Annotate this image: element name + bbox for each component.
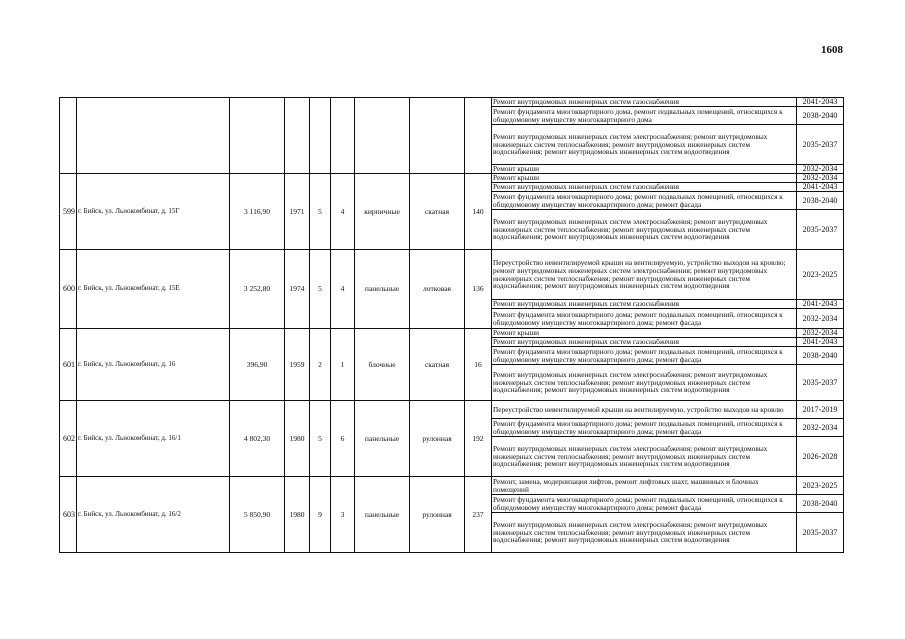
table-row — [60, 477, 844, 495]
cell-walls: кирпичные — [355, 174, 410, 250]
cell-work-years: 2038-2040 — [797, 107, 844, 125]
cell-entrances: 4 — [331, 174, 355, 250]
cell-walls: панельные — [355, 401, 410, 477]
table-row — [60, 401, 844, 419]
repair-schedule-table — [59, 97, 844, 553]
cell-num: 600 — [60, 250, 77, 329]
cell-walls: блочные — [355, 329, 410, 401]
cell-work-description: Ремонт крыши — [492, 165, 797, 174]
cell-work-description: Ремонт внутридомовых инженерных систем электроснабжения; ремонт внутридомовых инженерных систем теплоснабжения; ремонт внутридомовых инженерных систем водоснабжения; ремонт внутридомовых инженерных систем водоотведения — [492, 210, 797, 250]
cell-residents: 16 — [465, 329, 492, 401]
cell-walls — [355, 98, 410, 174]
cell-entrances: 3 — [331, 477, 355, 553]
cell-work-description: Ремонт внутридомовых инженерных систем электроснабжения; ремонт внутридомовых инженерных систем теплоснабжения; ремонт внутридомовых инженерных систем водоснабжения; ремонт внутридомовых инженерных систем водоотведения — [492, 437, 797, 477]
cell-address: г. Бийск, ул. Льнокомбинат, д. 15Е — [77, 250, 230, 329]
cell-work-years: 2023-2025 — [797, 250, 844, 300]
cell-work-description: Ремонт крыши — [492, 329, 797, 338]
cell-work-description: Ремонт внутридомовых инженерных систем электроснабжения; ремонт внутридомовых инженерных систем теплоснабжения; ремонт внутридомовых инженерных систем водоснабжения; ремонт внутридомовых инженерных систем водоотведения — [492, 365, 797, 401]
cell-roof: рулонная — [410, 477, 465, 553]
cell-work-years: 2023-2025 — [797, 477, 844, 495]
cell-work-years: 2035-2037 — [797, 365, 844, 401]
cell-address — [77, 98, 230, 174]
cell-address: г. Бийск, ул. Льнокомбинат, д. 16 — [77, 329, 230, 401]
cell-work-years: 2041-2043 — [797, 300, 844, 309]
cell-roof — [410, 98, 465, 174]
cell-year — [285, 98, 310, 174]
cell-work-description: Переустройство невентилируемой крыши на вентилируемую, устройство выходов на кровлю; ремонт внутридомовых инженерных систем электроснабжения; ремонт внутридомовых инженерных систем теплоснабжения; ремонт внутридомовых инженерных систем водоснабжения; ремонт внутридомовых инженерных систем водоотведения — [492, 250, 797, 300]
cell-residents: 136 — [465, 250, 492, 329]
cell-residents: 237 — [465, 477, 492, 553]
cell-roof: скатная — [410, 174, 465, 250]
cell-work-years: 2032-2034 — [797, 329, 844, 338]
cell-work-description: Ремонт фундамента многоквартирного дома; ремонт подвальных помещений, относящихся к общедомовому имуществу многоквартирного дома; ремонт фасада — [492, 347, 797, 365]
cell-year: 1974 — [285, 250, 310, 329]
cell-work-description: Ремонт внутридомовых инженерных систем газоснабжения — [492, 300, 797, 309]
cell-work-years: 2041-2043 — [797, 98, 844, 107]
cell-roof: рулонная — [410, 401, 465, 477]
cell-work-years: 2032-2034 — [797, 309, 844, 329]
cell-year: 1971 — [285, 174, 310, 250]
cell-year: 1980 — [285, 477, 310, 553]
cell-floors: 5 — [310, 401, 331, 477]
cell-work-years: 2038-2040 — [797, 347, 844, 365]
cell-work-description: Ремонт фундамента многоквартирного дома; ремонт подвальных помещений, относящихся к общедомовому имуществу многоквартирного дома; ремонт фасада — [492, 419, 797, 437]
cell-work-years: 2041-2043 — [797, 183, 844, 192]
cell-address: г. Бийск, ул. Льнокомбинат, д. 16/2 — [77, 477, 230, 553]
cell-walls: панельные — [355, 477, 410, 553]
cell-floors — [310, 98, 331, 174]
cell-year: 1959 — [285, 329, 310, 401]
cell-area: 4 802,30 — [230, 401, 285, 477]
cell-work-description: Ремонт фундамента многоквартирного дома, ремонт подвальных помещений, относящихся к общедомовому имуществу многоквартирного дома — [492, 107, 797, 125]
cell-floors: 9 — [310, 477, 331, 553]
cell-area: 3 116,90 — [230, 174, 285, 250]
cell-entrances: 1 — [331, 329, 355, 401]
cell-address: г. Бийск, ул. Льнокомбинат, д. 15Г — [77, 174, 230, 250]
cell-work-years: 2026-2028 — [797, 437, 844, 477]
cell-work-years: 2032-2034 — [797, 165, 844, 174]
cell-work-description: Ремонт внутридомовых инженерных систем газоснабжения — [492, 98, 797, 107]
cell-floors: 2 — [310, 329, 331, 401]
cell-residents: 192 — [465, 401, 492, 477]
cell-year: 1980 — [285, 401, 310, 477]
cell-work-years: 2017-2019 — [797, 401, 844, 419]
table-row — [60, 250, 844, 300]
cell-num: 603 — [60, 477, 77, 553]
cell-num — [60, 98, 77, 174]
cell-work-description: Ремонт внутридомовых инженерных систем газоснабжения — [492, 183, 797, 192]
cell-work-years: 2035-2037 — [797, 513, 844, 553]
cell-work-description: Ремонт фундамента многоквартирного дома; ремонт подвальных помещений, относящихся к общедомовому имуществу многоквартирного дома; ремонт фасада — [492, 495, 797, 513]
cell-roof: скатная — [410, 329, 465, 401]
cell-work-years: 2038-2040 — [797, 192, 844, 210]
cell-entrances: 6 — [331, 401, 355, 477]
cell-work-years: 2038-2040 — [797, 495, 844, 513]
cell-residents: 140 — [465, 174, 492, 250]
cell-address: г. Бийск, ул. Льнокомбинат, д. 16/1 — [77, 401, 230, 477]
cell-walls: панельные — [355, 250, 410, 329]
cell-floors: 5 — [310, 250, 331, 329]
cell-work-description: Ремонт внутридомовых инженерных систем электроснабжения; ремонт внутридомовых инженерных систем теплоснабжения; ремонт внутридомовых инженерных систем водоснабжения; ремонт внутридомовых инженерных систем водоотведения — [492, 125, 797, 165]
cell-work-description: Ремонт фундамента многоквартирного дома; ремонт подвальных помещений, относящихся к общедомовому имуществу многоквартирного дома; ремонт фасада — [492, 192, 797, 210]
cell-work-description: Переустройство невентилируемой крыши на вентилируемую, устройство выходов на кровлю — [492, 401, 797, 419]
cell-area — [230, 98, 285, 174]
cell-residents — [465, 98, 492, 174]
cell-work-description: Ремонт внутридомовых инженерных систем газоснабжения — [492, 338, 797, 347]
cell-work-description: Ремонт крыши — [492, 174, 797, 183]
cell-num: 602 — [60, 401, 77, 477]
table-body — [60, 98, 844, 553]
cell-work-years: 2035-2037 — [797, 125, 844, 165]
page-number: 1608 — [821, 44, 843, 56]
table-row — [60, 174, 844, 183]
cell-entrances: 4 — [331, 250, 355, 329]
cell-work-years: 2032-2034 — [797, 174, 844, 183]
table-row — [60, 329, 844, 338]
cell-num: 601 — [60, 329, 77, 401]
cell-work-description: Ремонт, замена, модернизация лифтов, ремонт лифтовых шахт, машинных и блочных помещений — [492, 477, 797, 495]
table-row — [60, 98, 844, 107]
cell-entrances — [331, 98, 355, 174]
cell-floors: 5 — [310, 174, 331, 250]
cell-work-description: Ремонт внутридомовых инженерных систем электроснабжения; ремонт внутридомовых инженерных систем теплоснабжения; ремонт внутридомовых инженерных систем водоснабжения; ремонт внутридомовых инженерных систем водоотведения — [492, 513, 797, 553]
cell-num: 599 — [60, 174, 77, 250]
cell-work-years: 2032-2034 — [797, 419, 844, 437]
cell-area: 5 850,90 — [230, 477, 285, 553]
cell-area: 396,90 — [230, 329, 285, 401]
cell-work-description: Ремонт фундамента многоквартирного дома; ремонт подвальных помещений, относящихся к общедомовому имуществу многоквартирного дома; ремонт фасада — [492, 309, 797, 329]
cell-roof: лотковая — [410, 250, 465, 329]
cell-work-years: 2035-2037 — [797, 210, 844, 250]
cell-area: 3 252,80 — [230, 250, 285, 329]
cell-work-years: 2041-2043 — [797, 338, 844, 347]
